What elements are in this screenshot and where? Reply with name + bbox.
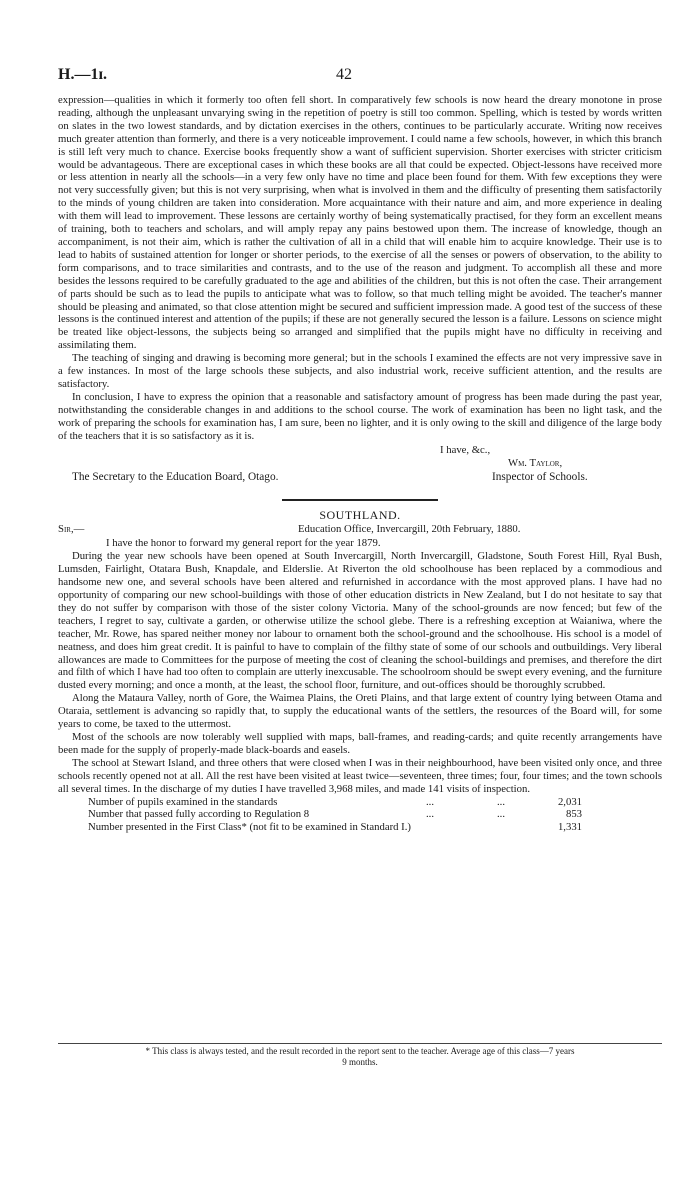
stat-leader: ... (496, 808, 505, 821)
page-header (58, 66, 662, 86)
salutation-row (58, 523, 662, 537)
statistics-table (88, 796, 662, 835)
stat-value: 853 (565, 808, 582, 821)
stat-value: 1,331 (557, 821, 582, 834)
footnote (58, 1046, 662, 1068)
stat-label: Number of pupils examined in the standards (88, 795, 278, 808)
stat-leader: ... (496, 795, 505, 808)
stat-value: 2,031 (557, 795, 582, 808)
salutation: Sir,— (58, 523, 85, 536)
addressee: The Secretary to the Education Board, Otago. (72, 471, 279, 484)
dateline: Education Office, Invercargill, 20th February, 1880. (298, 523, 521, 536)
section-heading: SOUTHLAND. (319, 508, 401, 523)
otago-paragraph: expression—qualities in which it formerly too often fell short. In comparatively few schools is now heard the dreary monotone in prose reading, although the unpleasant unvarying swing in the repetition of poetry is still too common. Spelling, which is tested by words written on slates in the two lowest standards, and by dictation exercises in the others, continues to be particularly accurate. Writing now receives much greater attention than formerly, and there is a very noticeable improvement. I could name a few schools, however, in which this branch is still left very much to chance. Exercise books frequently show a want of sufficient supervision. Shorter exercises with stricter criticism would be advantageous. There are exceptional cases in which these books are all that could be expected. Object-lessons have received more or less attention in nearly all the schools—in a very few only have no time and place been found for them. With few exceptions they were not very successfully given; but this is not very surprising, when what is involved in them and the difficulty of presenting them satisfactorily to the minds of young children are taken into consideration. More acquaintance with their nature and aim, and more experience in dealing with them will lead to improvement. These lessons are certainly worthy of being systematically practised, for they form an excellent means of training, both to teachers and scholars, and will amply repay any pains bestowed upon them. The increase of knowledge, though an accompaniment, is not their aim, which is rather the cultivation of all in a child that will enable him to acquire knowledge. Their use is to lead to habits of sustained attention for longer or shorter periods, to the exercise of all the senses or powers of observation, to the ability to form comparisons, and to trace similarities and contrasts, and to the use of the reason and judgment. To accomplish all these and more besides the lessons required to be carefully graduated to the age and abilities of the children, but this is not often the case. Their arrangement of parts should be such as to lead the pupils to anticipate what was to follow, so that much telling might be avoided. The teacher's manner should be pleasing and animated, so that close attention might be secured and sufficient impression made. A good test of the success of these lessons is the continued interest and attention of the pupils; if these are not generally secured the lesson is a failure. Lessons on science might be treated like object-lessons, the subjects being so arranged and simplified that the pupils might have no difficulty in receiving and assimilating them. (58, 94, 662, 352)
footnote-divider (58, 1043, 662, 1044)
signer-title: Inspector of Schools. (492, 471, 588, 484)
otago-paragraph: The teaching of singing and drawing is becoming more general; but in the schools I examined the effects are not very impressive save in a few instances. In most of the large schools these subjects, and also industrial work, receive sufficient attention, and the results are satisfactory. (58, 352, 662, 390)
section-divider (282, 499, 438, 501)
stat-leader: ... (425, 808, 434, 821)
southland-paragraph: Along the Mataura Valley, north of Gore, the Waimea Plains, the Oreti Plains, and that large extent of country lying between Otama and Otaraia, settlement is advancing so rapidly that, to supply the educational wants of the settlers, the resources of the Board will, for some years to come, be taxed to the uttermost. (58, 692, 662, 731)
page-number: 42 (336, 66, 352, 83)
stat-label: Number presented in the First Class* (not fit to be examined in Standard I.) (88, 821, 411, 834)
southland-paragraph: Most of the schools are now tolerably well supplied with maps, ball-frames, and reading-cards; and quite recently arrangements have been made for the supply of properly-made black-boards and easels. (58, 730, 662, 756)
southland-letter (58, 537, 662, 795)
document-code: H.—1ɪ. (58, 66, 108, 83)
signer-name: Wm. Taylor, (508, 457, 563, 470)
stat-row (88, 821, 662, 834)
footnote-line: * This class is always tested, and the result recorded in the report sent to the teacher. Average age of this class—7 years (145, 1046, 575, 1056)
otago-signature-block (58, 444, 662, 485)
stat-leader: ... (425, 795, 434, 808)
closing: I have, &c., (440, 444, 491, 457)
stat-row (88, 808, 662, 821)
footnote-line: 9 months. (342, 1057, 378, 1067)
stat-row (88, 796, 662, 809)
southland-paragraph: The school at Stewart Island, and three others that were closed when I was in their neighbourhood, have been visited only once, and three schools recently opened not at all. All the rest have been visited at least twice—seventeen, three times; four, four times; and the town schools all several times. In the discharge of my duties I have travelled 3,968 miles, and made 141 visits of inspection. (58, 756, 662, 795)
southland-paragraph: During the year new schools have been opened at South Invercargill, North Invercargill, Gladstone, South Forest Hill, Ryal Bush, Lumsden, Fairlight, Otatara Bush, Knapdale, and Elderslie. At Riverton the old schoolhouse has been replaced by a commodious and handsome new one, and several schools have been altered and refurnished in accordance with the most approved plans. I have had no opportunity of comparing our new school-buildings with those of other education districts in New Zealand, but I do not hesitate to say that they do not suffer by comparison with those of the sister colony Victoria. Many of the school-grounds are now fenced; but few of the teachers, I regret to say, cultivate a garden, or otherwise utilize the school glebe. There is a refreshing exception at Waianiwa, where the teacher, Mr. Rowe, has spared neither money nor labour to ornament both the school-ground and the schoolhouse. His school is a model of neatness, and does him great credit. It is painful to have to complain of the filthy state of some of our schools and outbuildings. Very liberal allowances are made to Committees for the purpose of meeting the cost of cleaning the school-buildings and premises, and therefore the dirt and filth of which I have had too often to complain are utterly inexcusable. The schoolroom should be swept every evening, and the furniture dusted every morning; and once a month, at the least, the school floor, furniture, and out-offices should be thoroughly scrubbed. (58, 550, 662, 692)
southland-paragraph: I have the honor to forward my general report for the year 1879. (106, 537, 381, 550)
report-body (58, 94, 662, 834)
stat-label: Number that passed fully according to Regulation 8 (88, 808, 310, 821)
otago-paragraph: In conclusion, I have to express the opinion that a reasonable and satisfactory amount of progress has been made during the past year, notwithstanding the considerable changes in and additions to the school course. The work of examination has been no light task, and the work of preparing the schools for examination has, I am sure, been no lighter, and it is only owing to the skill and diligence of the large body of the teachers that it is so satisfactory as it is. (58, 390, 662, 442)
